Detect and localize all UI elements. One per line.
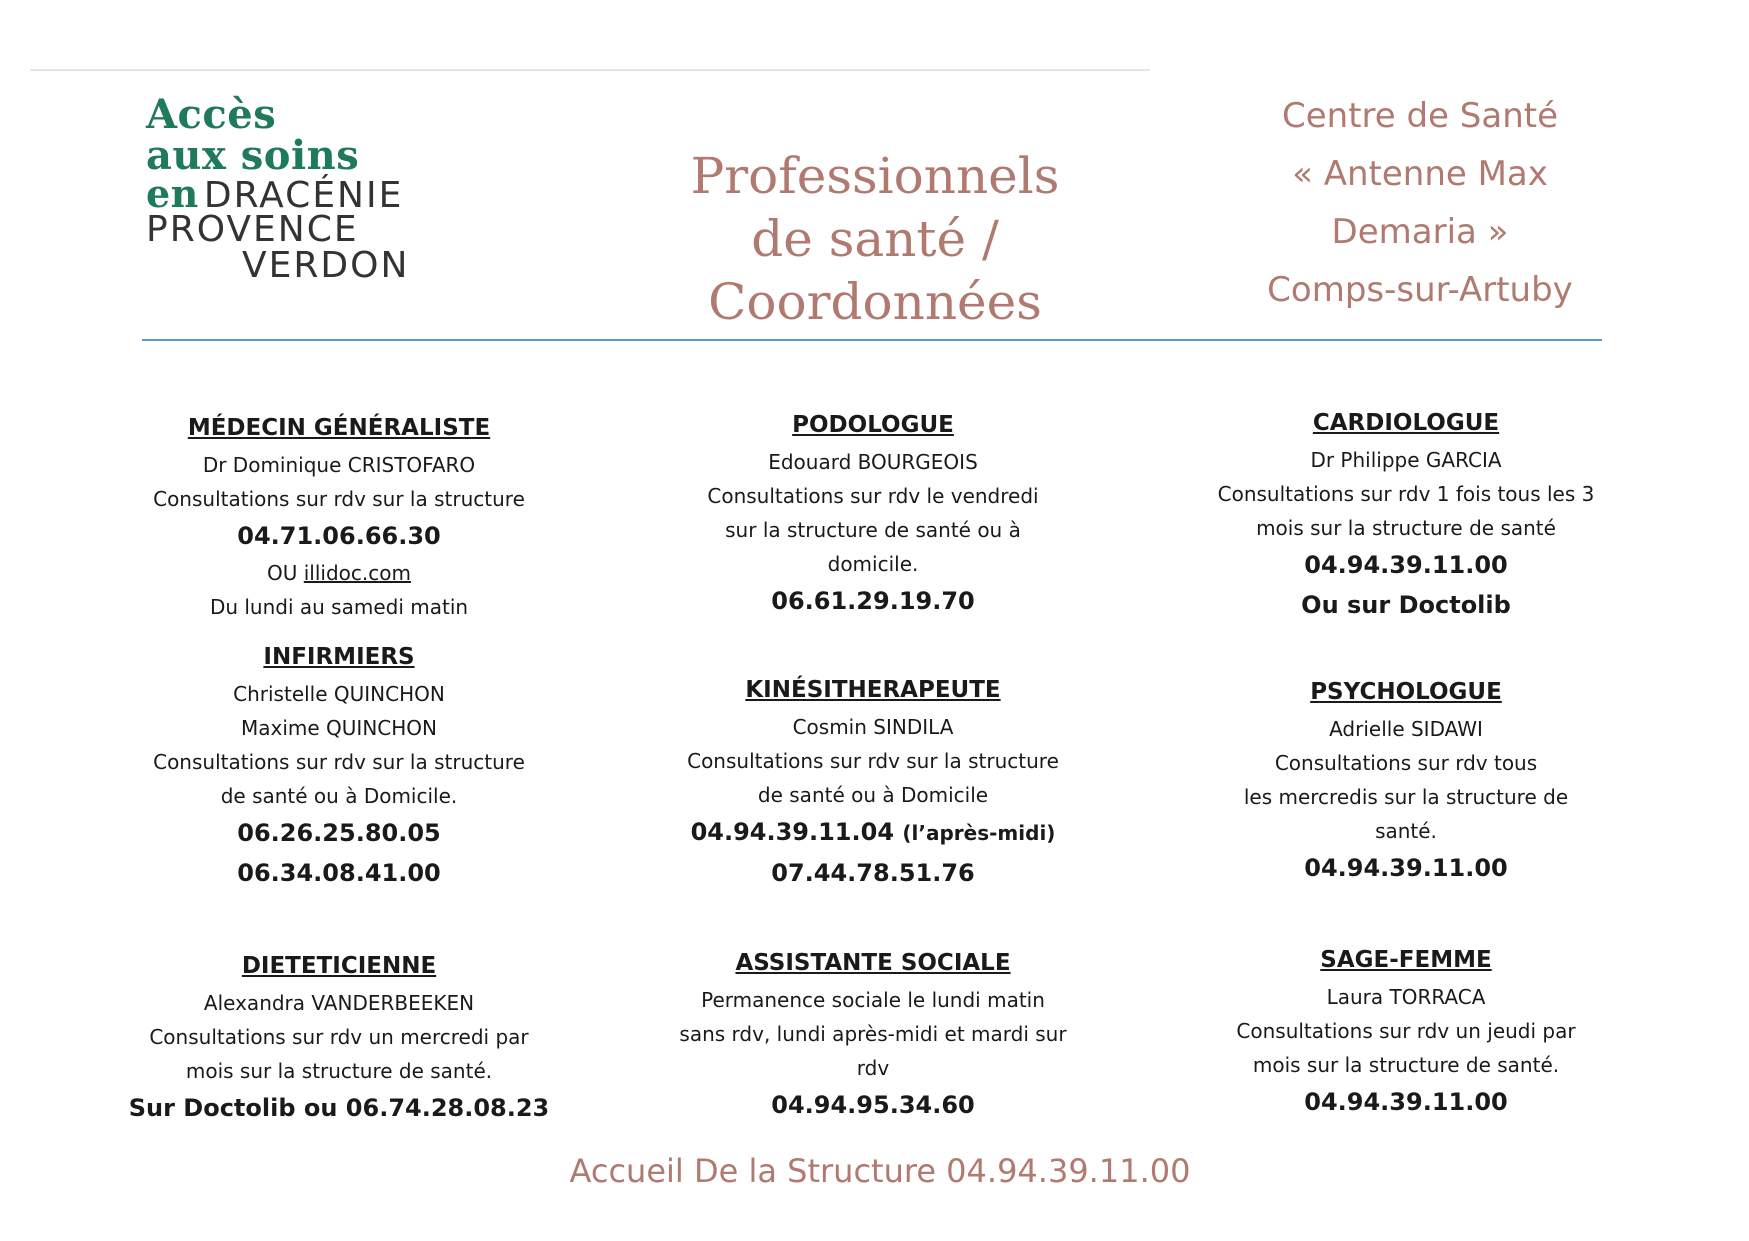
phone-number: 04.71.06.66.30 (237, 522, 441, 550)
section-medecin (119, 408, 559, 624)
consultation-info: Consultations sur rdv un mercredi par (149, 1025, 529, 1049)
phone-number: 07.44.78.51.76 (771, 859, 975, 887)
centre-line-3: Demaria » (1331, 212, 1509, 252)
footer-reception: Accueil De la Structure 04.94.39.11.00 (569, 1152, 1191, 1190)
section-heading: KINÉSITHERAPEUTE (745, 677, 1001, 703)
alt-booking: Ou sur Doctolib (1301, 591, 1511, 619)
consultation-info: Permanence sociale le lundi matin (701, 988, 1045, 1012)
title-line-3: Coordonnées (708, 273, 1042, 331)
illidoc-link[interactable]: illidoc.com (303, 561, 411, 585)
consultation-info: rdv (856, 1056, 890, 1080)
section-heading: MÉDECIN GÉNÉRALISTE (187, 415, 491, 441)
phone-note: (l’après-midi) (902, 821, 1056, 845)
section-infirmiers (119, 637, 559, 893)
page-title (640, 145, 1110, 334)
consultation-info: les mercredis sur la structure de (1243, 785, 1569, 809)
consultation-info: mois sur la structure de santé. (1252, 1053, 1560, 1077)
header-divider (142, 339, 1602, 341)
section-assistante-sociale (653, 943, 1093, 1125)
phone-number: 04.94.39.11.04 (690, 818, 895, 846)
phone-number: Sur Doctolib ou 06.74.28.08.23 (128, 1094, 550, 1122)
consultation-info: Consultations sur rdv 1 fois tous les 3 (1217, 482, 1595, 506)
practitioner-name: Dr Dominique CRISTOFARO (202, 453, 476, 477)
consultation-info: de santé ou à Domicile (757, 783, 989, 807)
consultation-info: de santé ou à Domicile. (220, 784, 458, 808)
section-heading: SAGE-FEMME (1320, 947, 1492, 973)
phone-number: 04.94.39.11.00 (1304, 551, 1508, 579)
practitioner-name: Laura TORRACA (1326, 985, 1486, 1009)
section-heading: DIETETICIENNE (241, 953, 437, 979)
consultation-info: Consultations sur rdv le vendredi (707, 484, 1039, 508)
practitioner-name: Maxime QUINCHON (241, 716, 437, 740)
centre-line-4: Comps-sur-Artuby (1267, 270, 1573, 310)
consultation-info: Consultations sur rdv sur la structure (153, 487, 525, 511)
centre-name (1225, 87, 1615, 319)
section-podologue (653, 405, 1093, 621)
section-dieteticienne (119, 946, 559, 1128)
logo-line-acces: Accès (146, 91, 277, 138)
section-heading: ASSISTANTE SOCIALE (735, 950, 1011, 976)
section-cardiologue (1186, 403, 1626, 625)
phone-number: 06.61.29.19.70 (771, 587, 975, 615)
section-heading: INFIRMIERS (263, 644, 415, 670)
logo-line-provence: PROVENCE (146, 209, 359, 250)
top-rule (30, 69, 1150, 71)
section-kine (653, 670, 1093, 893)
logo-dracenie: DRACÉNIE (203, 175, 404, 216)
section-psychologue (1186, 672, 1626, 888)
practitioner-name: Cosmin SINDILA (792, 715, 954, 739)
practitioner-name: Christelle QUINCHON (233, 682, 445, 706)
phone-number: 04.94.95.34.60 (771, 1091, 975, 1119)
centre-line-2: « Antenne Max (1292, 154, 1548, 194)
consultation-info: santé. (1375, 819, 1437, 843)
title-line-1: Professionnels (690, 147, 1060, 205)
phone-number-with-note (653, 812, 1093, 853)
phone-number: 04.94.39.11.00 (1304, 1088, 1508, 1116)
consultation-info: Consultations sur rdv sur la structure (687, 749, 1059, 773)
phone-number: 06.26.25.80.05 (237, 819, 441, 847)
practitioner-name: Adrielle SIDAWI (1329, 717, 1483, 741)
consultation-info: mois sur la structure de santé. (185, 1059, 493, 1083)
alt-prefix: OU (267, 561, 298, 585)
consultation-info: mois sur la structure de santé (1256, 516, 1556, 540)
section-heading: PODOLOGUE (792, 412, 954, 438)
logo (146, 91, 410, 286)
consultation-info: Consultations sur rdv tous (1274, 751, 1538, 775)
practitioner-name: Dr Philippe GARCIA (1310, 448, 1502, 472)
alt-booking (119, 556, 559, 590)
logo-en: en (146, 171, 199, 216)
logo-line-aux-soins: aux soins (146, 132, 360, 179)
opening-hours: Du lundi au samedi matin (209, 595, 469, 619)
consultation-info: Consultations sur rdv sur la structure (153, 750, 525, 774)
logo-line-verdon: VERDON (242, 245, 410, 286)
centre-line-1: Centre de Santé (1281, 96, 1559, 136)
practitioner-name: Alexandra VANDERBEEKEN (203, 991, 475, 1015)
practitioner-name: Edouard BOURGEOIS (768, 450, 978, 474)
consultation-info: Consultations sur rdv un jeudi par (1236, 1019, 1576, 1043)
consultation-info: domicile. (827, 552, 919, 576)
consultation-info: sur la structure de santé ou à (725, 518, 1021, 542)
title-line-2: de santé / (751, 210, 999, 268)
section-heading: PSYCHOLOGUE (1310, 679, 1502, 705)
phone-number: 04.94.39.11.00 (1304, 854, 1508, 882)
logo-line-en-dracenie (146, 171, 409, 216)
consultation-info: sans rdv, lundi après-midi et mardi sur (679, 1022, 1067, 1046)
section-heading: CARDIOLOGUE (1312, 410, 1500, 436)
section-sage-femme (1186, 940, 1626, 1122)
phone-number: 06.34.08.41.00 (237, 859, 441, 887)
